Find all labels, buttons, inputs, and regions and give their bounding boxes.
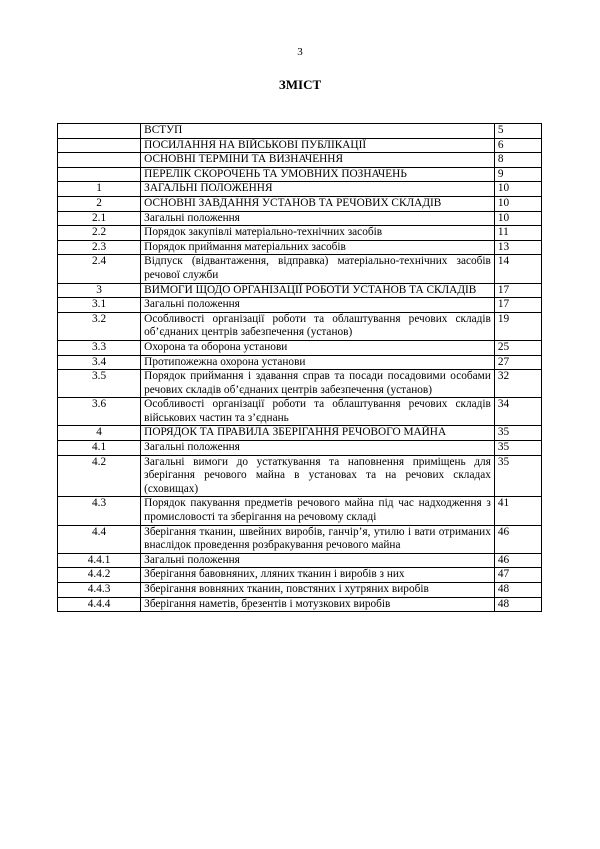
page-title: ЗМІСТ (278, 77, 322, 92)
toc-section-title: Загальні положення (141, 441, 495, 456)
toc-section-number: 3.4 (58, 355, 141, 370)
toc-section-number: 2.4 (58, 255, 141, 283)
toc-row (58, 426, 542, 441)
toc-section-title: Порядок пакування предметів речового майна під час надходження з промисловості та зберігання на речовому складі (141, 497, 495, 525)
toc-section-number: 3.1 (58, 298, 141, 313)
toc-section-number: 4.4.3 (58, 583, 141, 598)
toc-section-title: ПЕРЕЛІК СКОРОЧЕНЬ ТА УМОВНИХ ПОЗНАЧЕНЬ (141, 167, 495, 182)
toc-page-number: 10 (494, 211, 541, 226)
toc-page-number: 47 (494, 568, 541, 583)
toc-row (58, 211, 542, 226)
toc-page-number: 14 (494, 255, 541, 283)
toc-section-number: 3.3 (58, 340, 141, 355)
toc-row (58, 583, 542, 598)
toc-section-number: 4.1 (58, 441, 141, 456)
toc-section-title: Протипожежна охорона установи (141, 355, 495, 370)
toc-row (58, 597, 542, 612)
toc-section-number (58, 153, 141, 168)
toc-section-title: Зберігання бавовняних, лляних тканин і виробів з них (141, 568, 495, 583)
toc-page-number: 11 (494, 226, 541, 241)
toc-section-number: 2.1 (58, 211, 141, 226)
toc-row (58, 441, 542, 456)
toc-row (58, 138, 542, 153)
toc-section-number (58, 124, 141, 139)
toc-section-number: 3.2 (58, 312, 141, 340)
toc-section-title: Порядок приймання матеріальних засобів (141, 240, 495, 255)
toc-row (58, 553, 542, 568)
toc-page-number: 46 (494, 525, 541, 553)
toc-section-title: ОСНОВНІ ЗАВДАННЯ УСТАНОВ ТА РЕЧОВИХ СКЛАДІВ (141, 196, 495, 211)
toc-section-title: Загальні вимоги до устаткування та наповнення приміщень для зберігання речового майна в установах та на речових складах (сховищах) (141, 455, 495, 497)
toc-row (58, 370, 542, 398)
toc-page-number: 17 (494, 298, 541, 313)
toc-page-number: 10 (494, 196, 541, 211)
toc-page-number: 46 (494, 553, 541, 568)
toc-page-number: 35 (494, 455, 541, 497)
toc-section-number: 2.3 (58, 240, 141, 255)
toc-section-number (58, 167, 141, 182)
toc-row (58, 455, 542, 497)
toc-row (58, 240, 542, 255)
toc-row (58, 196, 542, 211)
toc-row (58, 283, 542, 298)
toc-row (58, 298, 542, 313)
toc-section-number: 2 (58, 196, 141, 211)
toc-section-number: 3 (58, 283, 141, 298)
toc-section-title: Порядок приймання і здавання справ та посади посадовими особами речових складів об’єднаних центрів забезпечення (установ) (141, 370, 495, 398)
toc-section-title: ВСТУП (141, 124, 495, 139)
toc-page-number: 34 (494, 398, 541, 426)
toc-page-number: 6 (494, 138, 541, 153)
toc-page-number: 19 (494, 312, 541, 340)
toc-section-number (58, 138, 141, 153)
toc-row (58, 312, 542, 340)
toc-section-title: Охорона та оборона установи (141, 340, 495, 355)
toc-row (58, 355, 542, 370)
toc-page-number: 25 (494, 340, 541, 355)
toc-page-number: 41 (494, 497, 541, 525)
toc-section-title: Загальні положення (141, 298, 495, 313)
toc-row (58, 525, 542, 553)
toc-section-number: 3.5 (58, 370, 141, 398)
toc-section-title: ОСНОВНІ ТЕРМІНИ ТА ВИЗНАЧЕННЯ (141, 153, 495, 168)
toc-page-number: 35 (494, 441, 541, 456)
toc-page-number: 9 (494, 167, 541, 182)
toc-row (58, 167, 542, 182)
toc-section-title: Відпуск (відвантаження, відправка) матеріально-технічних засобів речової служби (141, 255, 495, 283)
toc-page-number: 32 (494, 370, 541, 398)
toc-row (58, 340, 542, 355)
table-of-contents (57, 123, 542, 612)
toc-row (58, 568, 542, 583)
toc-section-number: 4.4.1 (58, 553, 141, 568)
toc-section-title: ВИМОГИ ЩОДО ОРГАНІЗАЦІЇ РОБОТИ УСТАНОВ ТА СКЛАДІВ (141, 283, 495, 298)
page-number: 3 (297, 46, 303, 58)
toc-section-title: Особливості організації роботи та облаштування речових складів об’єднаних центрів забезпечення (установ) (141, 312, 495, 340)
toc-section-number: 4.4 (58, 525, 141, 553)
toc-page-number: 48 (494, 583, 541, 598)
toc-page-number: 13 (494, 240, 541, 255)
toc-section-title: Порядок закупівлі матеріально-технічних засобів (141, 226, 495, 241)
toc-row (58, 255, 542, 283)
toc-section-number: 4.3 (58, 497, 141, 525)
toc-row (58, 497, 542, 525)
toc-page-number: 48 (494, 597, 541, 612)
toc-section-number: 1 (58, 182, 141, 197)
toc-section-number: 4.4.4 (58, 597, 141, 612)
toc-section-title: Зберігання тканин, швейних виробів, ганчір’я, утилю і вати отриманих внаслідок проведення розбракування речового майна (141, 525, 495, 553)
toc-row (58, 226, 542, 241)
toc-section-title: ПОСИЛАННЯ НА ВІЙСЬКОВІ ПУБЛІКАЦІЇ (141, 138, 495, 153)
toc-section-title: Особливості організації роботи та облаштування речових складів військових частин та з’єднань (141, 398, 495, 426)
toc-section-number: 3.6 (58, 398, 141, 426)
toc-section-title: Зберігання наметів, брезентів і мотузкових виробів (141, 597, 495, 612)
toc-section-number: 4 (58, 426, 141, 441)
toc-section-title: Загальні положення (141, 211, 495, 226)
toc-section-title: Зберігання вовняних тканин, повстяних і хутряних виробів (141, 583, 495, 598)
toc-row (58, 153, 542, 168)
toc-section-number: 4.2 (58, 455, 141, 497)
toc-section-number: 2.2 (58, 226, 141, 241)
toc-page-number: 27 (494, 355, 541, 370)
toc-section-title: Загальні положення (141, 553, 495, 568)
toc-page-number: 5 (494, 124, 541, 139)
toc-page-number: 17 (494, 283, 541, 298)
toc-section-title: ЗАГАЛЬНІ ПОЛОЖЕННЯ (141, 182, 495, 197)
toc-row (58, 182, 542, 197)
toc-row (58, 398, 542, 426)
toc-page-number: 35 (494, 426, 541, 441)
toc-page-number: 10 (494, 182, 541, 197)
toc-row (58, 124, 542, 139)
toc-section-number: 4.4.2 (58, 568, 141, 583)
toc-page-number: 8 (494, 153, 541, 168)
toc-section-title: ПОРЯДОК ТА ПРАВИЛА ЗБЕРІГАННЯ РЕЧОВОГО МАЙНА (141, 426, 495, 441)
